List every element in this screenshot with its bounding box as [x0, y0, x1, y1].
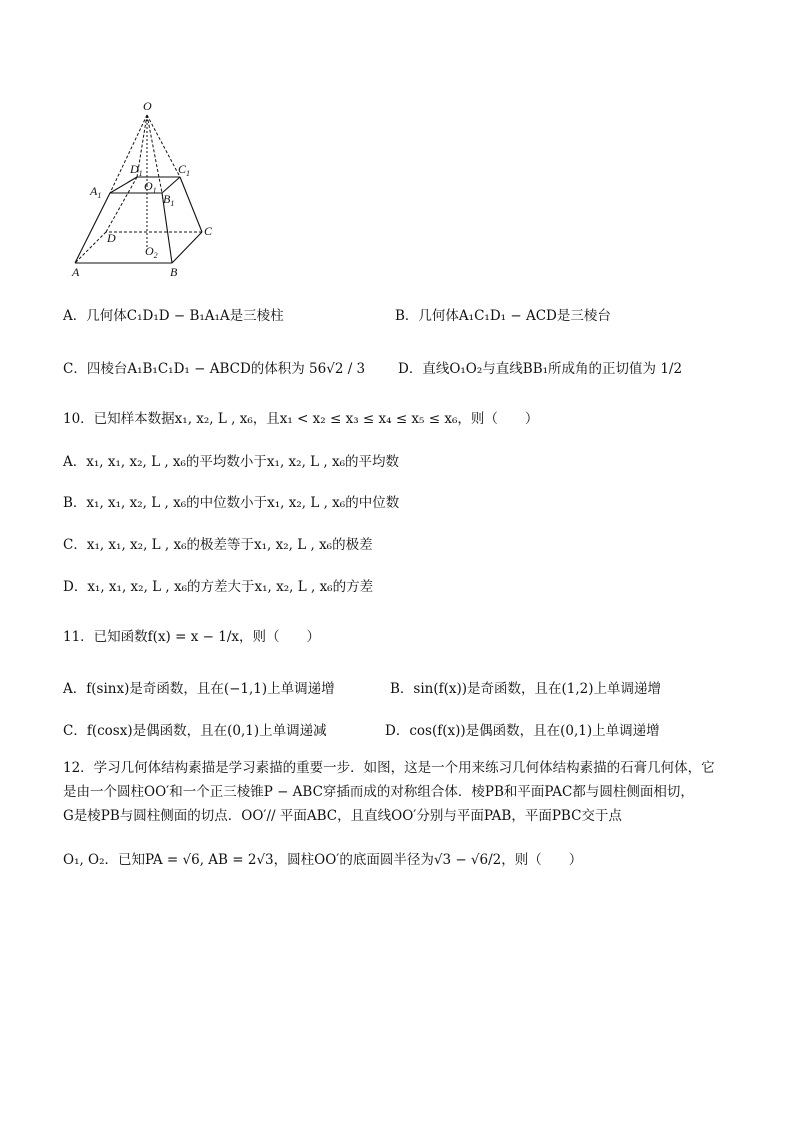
q9-option-c: C．四棱台A₁B₁C₁D₁ − ABCD的体积为 56√2 / 3	[63, 361, 366, 377]
q12-line-2: 是由一个圆柱OO′和一个正三棱锥P − ABC穿插而成的对称组合体．棱PB和平面PAC都与圆柱侧面相切，	[63, 784, 694, 800]
label-C: C	[204, 224, 213, 238]
q11-option-c: C．f(cosx)是偶函数，且在(0,1)上单调递减	[63, 723, 327, 739]
q12-line-4: O₁, O₂．已知PA = √6, AB = 2√3，圆柱OO′的底面圆半径为√3 − √6/2，则（ ）	[63, 852, 583, 868]
label-D: D	[107, 231, 116, 245]
label-A: A	[72, 265, 80, 279]
label-O: O	[143, 99, 152, 113]
q11-option-a: A．f(sinx)是奇函数，且在(−1,1)上单调递增	[63, 681, 335, 697]
q9-option-d: D．直线O₁O₂与直线BB₁所成角的正切值为 1/2	[398, 361, 683, 377]
q10-option-c: C．x₁, x₁, x₂, L , x₆的极差等于x₁, x₂, L , x₆的极差	[63, 537, 373, 553]
q11-option-d: D．cos(f(x))是偶函数，且在(0,1)上单调递增	[385, 723, 660, 739]
q10-stem: 10．已知样本数据x₁, x₂, L , x₆，且x₁ < x₂ ≤ x₃ ≤ x₄ ≤ x₅ ≤ x₆，则（ ）	[63, 411, 539, 427]
q9-option-a: A．几何体C₁D₁D − B₁A₁A是三棱柱	[63, 308, 284, 324]
label-O1: $O_1$	[144, 179, 157, 195]
q11-option-b: B．sin(f(x))是奇函数，且在(1,2)上单调递增	[390, 681, 662, 697]
label-O2: $O_2$	[145, 244, 158, 260]
label-A1: $A_1$	[90, 184, 102, 200]
q10-option-a: A．x₁, x₁, x₂, L , x₆的平均数小于x₁, x₂, L , x₆的平均数	[63, 454, 400, 470]
q12-line-1: 12．学习几何体结构素描是学习素描的重要一步．如图，这是一个用来练习几何体结构素描的石膏几何体，它	[63, 760, 715, 776]
label-B: B	[170, 265, 178, 279]
frustum-figure	[60, 95, 230, 285]
q10-option-b: B．x₁, x₁, x₂, L , x₆的中位数小于x₁, x₂, L , x₆的中位数	[63, 495, 400, 511]
label-C1: $C_1$	[178, 162, 191, 178]
q10-option-d: D．x₁, x₁, x₂, L , x₆的方差大于x₁, x₂, L , x₆的方差	[63, 579, 374, 595]
q9-option-b: B．几何体A₁C₁D₁ − ACD是三棱台	[395, 308, 611, 324]
q11-stem: 11．已知函数f(x) = x − 1/x，则（ ）	[63, 629, 320, 645]
label-D1: $D_1$	[130, 162, 143, 178]
label-B1: $B_1$	[163, 192, 175, 208]
q12-line-3: G是棱PB与圆柱侧面的切点．OO′// 平面ABC，且直线OO′分别与平面PAB，平面PBC交于点	[63, 808, 622, 824]
